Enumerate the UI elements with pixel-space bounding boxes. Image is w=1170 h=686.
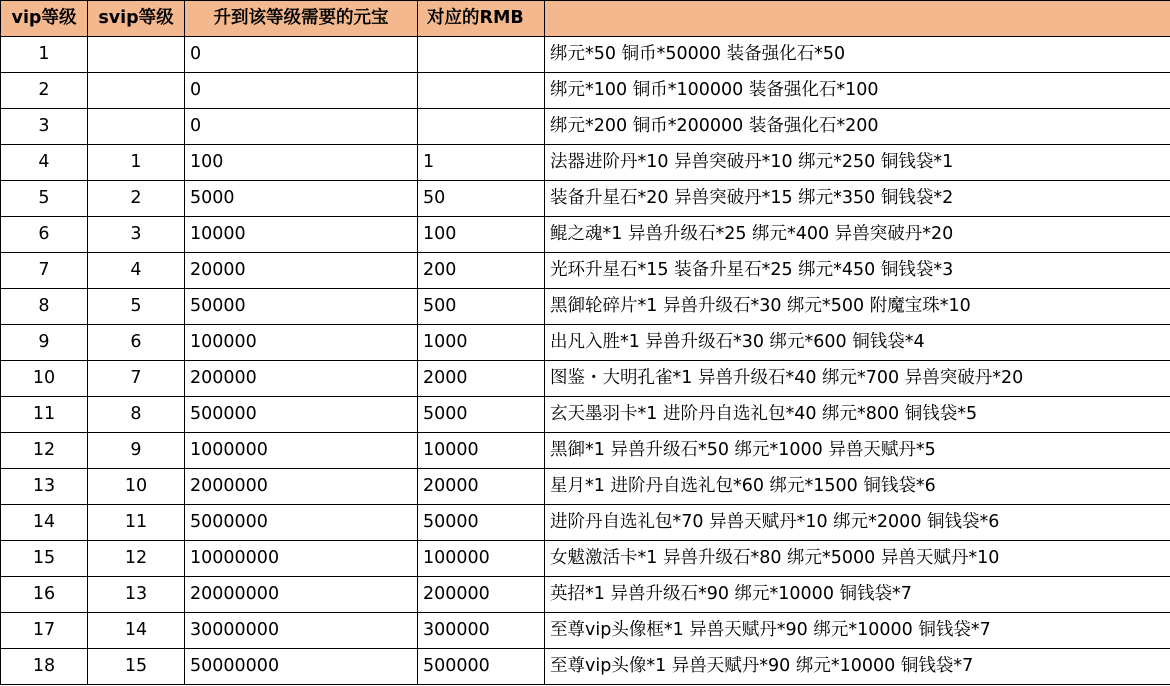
table-body — [1, 37, 1170, 685]
table-row — [1, 145, 1170, 181]
cell-rmb: 100000 — [418, 541, 545, 577]
cell-yuanbao-required: 50000 — [185, 289, 418, 325]
cell-rewards: 绑元*200 铜币*200000 装备强化石*200 — [545, 109, 1170, 145]
cell-yuanbao-required: 20000 — [185, 253, 418, 289]
cell-svip-level: 2 — [88, 181, 185, 217]
cell-vip-level: 12 — [1, 433, 88, 469]
cell-yuanbao-required: 10000 — [185, 217, 418, 253]
cell-svip-level: 14 — [88, 613, 185, 649]
cell-rmb: 50000 — [418, 505, 545, 541]
header-row — [1, 1, 1170, 37]
cell-yuanbao-required: 500000 — [185, 397, 418, 433]
cell-rewards: 黑御*1 异兽升级石*50 绑元*1000 异兽天赋丹*5 — [545, 433, 1170, 469]
cell-yuanbao-required: 30000000 — [185, 613, 418, 649]
cell-rmb: 5000 — [418, 397, 545, 433]
cell-rmb — [418, 37, 545, 73]
cell-yuanbao-required: 100000 — [185, 325, 418, 361]
cell-rewards: 法器进阶丹*10 异兽突破丹*10 绑元*250 铜钱袋*1 — [545, 145, 1170, 181]
cell-vip-level: 3 — [1, 109, 88, 145]
cell-yuanbao-required: 5000000 — [185, 505, 418, 541]
cell-rewards: 图鉴・大明孔雀*1 异兽升级石*40 绑元*700 异兽突破丹*20 — [545, 361, 1170, 397]
cell-vip-level: 15 — [1, 541, 88, 577]
table-header — [1, 1, 1170, 37]
cell-yuanbao-required: 0 — [185, 37, 418, 73]
cell-yuanbao-required: 1000000 — [185, 433, 418, 469]
header-svip-level: svip等级 — [88, 1, 185, 37]
cell-rmb: 500 — [418, 289, 545, 325]
cell-vip-level: 14 — [1, 505, 88, 541]
table-row — [1, 469, 1170, 505]
cell-rmb: 1000 — [418, 325, 545, 361]
table-row — [1, 397, 1170, 433]
cell-svip-level: 7 — [88, 361, 185, 397]
cell-yuanbao-required: 10000000 — [185, 541, 418, 577]
cell-vip-level: 7 — [1, 253, 88, 289]
cell-vip-level: 16 — [1, 577, 88, 613]
table-row — [1, 325, 1170, 361]
cell-rewards: 星月*1 进阶丹自选礼包*60 绑元*1500 铜钱袋*6 — [545, 469, 1170, 505]
cell-yuanbao-required: 5000 — [185, 181, 418, 217]
table-row — [1, 649, 1170, 685]
table-row — [1, 541, 1170, 577]
cell-svip-level: 1 — [88, 145, 185, 181]
cell-rmb — [418, 73, 545, 109]
cell-rewards: 玄天墨羽卡*1 进阶丹自选礼包*40 绑元*800 铜钱袋*5 — [545, 397, 1170, 433]
table-row — [1, 217, 1170, 253]
cell-rewards: 出凡入胜*1 异兽升级石*30 绑元*600 铜钱袋*4 — [545, 325, 1170, 361]
cell-yuanbao-required: 200000 — [185, 361, 418, 397]
cell-vip-level: 17 — [1, 613, 88, 649]
cell-vip-level: 6 — [1, 217, 88, 253]
cell-vip-level: 13 — [1, 469, 88, 505]
cell-svip-level — [88, 73, 185, 109]
cell-svip-level: 4 — [88, 253, 185, 289]
cell-vip-level: 9 — [1, 325, 88, 361]
cell-vip-level: 10 — [1, 361, 88, 397]
table-row — [1, 181, 1170, 217]
table-row — [1, 505, 1170, 541]
cell-vip-level: 8 — [1, 289, 88, 325]
cell-yuanbao-required: 50000000 — [185, 649, 418, 685]
cell-rmb: 300000 — [418, 613, 545, 649]
table-row — [1, 613, 1170, 649]
cell-rmb — [418, 109, 545, 145]
cell-yuanbao-required: 0 — [185, 73, 418, 109]
header-rewards — [545, 1, 1170, 37]
table-row — [1, 37, 1170, 73]
cell-vip-level: 18 — [1, 649, 88, 685]
cell-vip-level: 5 — [1, 181, 88, 217]
cell-rmb: 1 — [418, 145, 545, 181]
cell-rewards: 绑元*50 铜币*50000 装备强化石*50 — [545, 37, 1170, 73]
cell-svip-level — [88, 37, 185, 73]
cell-yuanbao-required: 2000000 — [185, 469, 418, 505]
cell-svip-level — [88, 109, 185, 145]
table-row — [1, 289, 1170, 325]
cell-rewards: 黑御轮碎片*1 异兽升级石*30 绑元*500 附魔宝珠*10 — [545, 289, 1170, 325]
cell-rmb: 200000 — [418, 577, 545, 613]
cell-svip-level: 8 — [88, 397, 185, 433]
table-row — [1, 253, 1170, 289]
cell-rmb: 10000 — [418, 433, 545, 469]
cell-rmb: 50 — [418, 181, 545, 217]
cell-rewards: 鲲之魂*1 异兽升级石*25 绑元*400 异兽突破丹*20 — [545, 217, 1170, 253]
header-rmb: 对应的RMB — [418, 1, 545, 37]
cell-rmb: 20000 — [418, 469, 545, 505]
cell-rewards: 至尊vip头像框*1 异兽天赋丹*90 绑元*10000 铜钱袋*7 — [545, 613, 1170, 649]
cell-svip-level: 13 — [88, 577, 185, 613]
cell-svip-level: 3 — [88, 217, 185, 253]
cell-svip-level: 15 — [88, 649, 185, 685]
cell-vip-level: 2 — [1, 73, 88, 109]
cell-rmb: 100 — [418, 217, 545, 253]
table-row — [1, 109, 1170, 145]
cell-rewards: 女魃激活卡*1 异兽升级石*80 绑元*5000 异兽天赋丹*10 — [545, 541, 1170, 577]
cell-svip-level: 5 — [88, 289, 185, 325]
cell-rmb: 200 — [418, 253, 545, 289]
cell-svip-level: 6 — [88, 325, 185, 361]
cell-rewards: 光环升星石*15 装备升星石*25 绑元*450 铜钱袋*3 — [545, 253, 1170, 289]
table-row — [1, 73, 1170, 109]
cell-vip-level: 11 — [1, 397, 88, 433]
cell-rewards: 装备升星石*20 异兽突破丹*15 绑元*350 铜钱袋*2 — [545, 181, 1170, 217]
cell-svip-level: 10 — [88, 469, 185, 505]
table-row — [1, 433, 1170, 469]
cell-svip-level: 11 — [88, 505, 185, 541]
cell-svip-level: 12 — [88, 541, 185, 577]
cell-vip-level: 4 — [1, 145, 88, 181]
cell-svip-level: 9 — [88, 433, 185, 469]
cell-rewards: 至尊vip头像*1 异兽天赋丹*90 绑元*10000 铜钱袋*7 — [545, 649, 1170, 685]
cell-rewards: 绑元*100 铜币*100000 装备强化石*100 — [545, 73, 1170, 109]
table-row — [1, 361, 1170, 397]
cell-rewards: 进阶丹自选礼包*70 异兽天赋丹*10 绑元*2000 铜钱袋*6 — [545, 505, 1170, 541]
cell-rewards: 英招*1 异兽升级石*90 绑元*10000 铜钱袋*7 — [545, 577, 1170, 613]
cell-rmb: 2000 — [418, 361, 545, 397]
cell-yuanbao-required: 100 — [185, 145, 418, 181]
table-row — [1, 577, 1170, 613]
header-yuanbao-required: 升到该等级需要的元宝 — [185, 1, 418, 37]
cell-rmb: 500000 — [418, 649, 545, 685]
header-vip-level: vip等级 — [1, 1, 88, 37]
cell-yuanbao-required: 0 — [185, 109, 418, 145]
cell-yuanbao-required: 20000000 — [185, 577, 418, 613]
cell-vip-level: 1 — [1, 37, 88, 73]
